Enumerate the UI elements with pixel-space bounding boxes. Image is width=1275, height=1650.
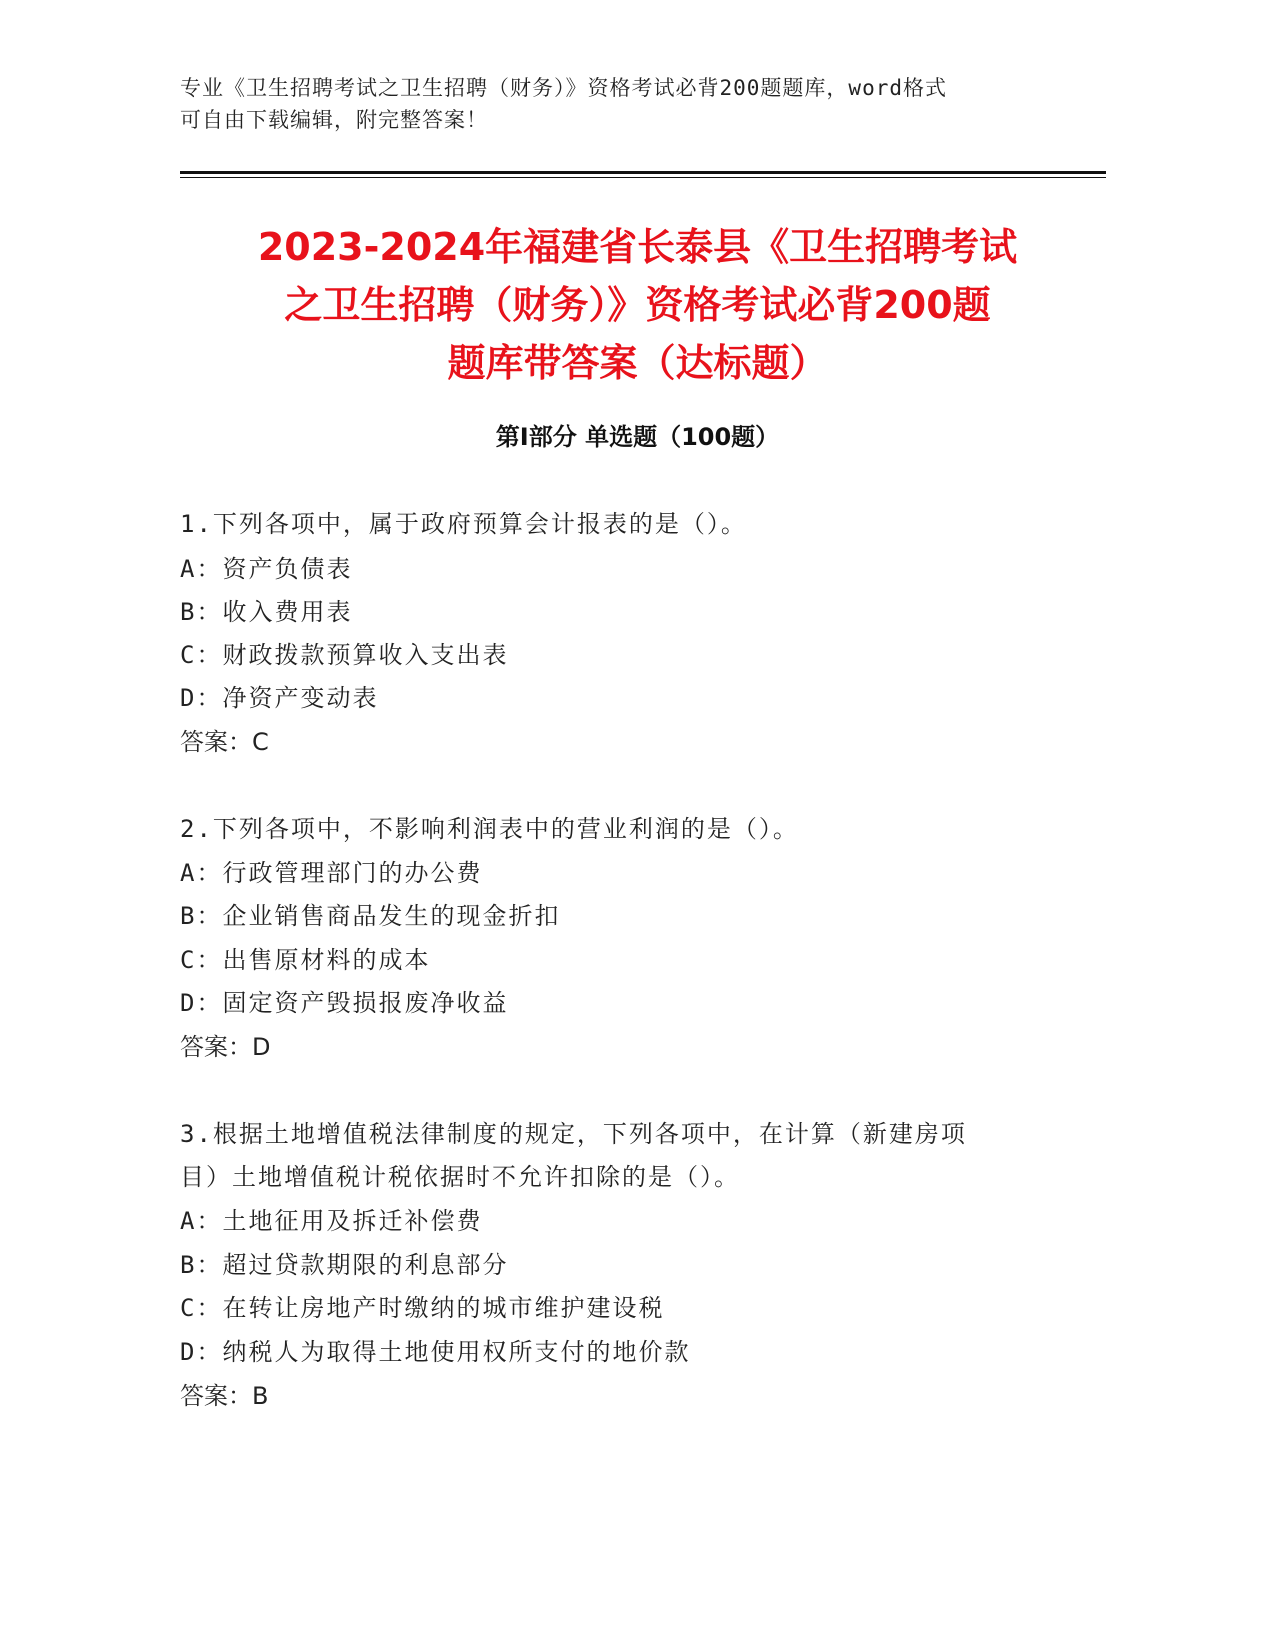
document-title [150,218,1125,392]
question-2-option-b: B：企业销售商品发生的现金折扣 [180,902,561,930]
question-1-stem: 1.下列各项中，属于政府预算会计报表的是（）。 [180,510,747,538]
question-2-stem: 2.下列各项中，不影响利润表中的营业利润的是（）。 [180,815,799,843]
header-note [180,72,1040,136]
header-divider-thin [180,177,1106,178]
document-title-line-1: 2023-2024年福建省长泰县《卫生招聘考试 [257,225,1018,269]
header-note-line-1: 专业《卫生招聘考试之卫生招聘（财务）》资格考试必背200题题库，word格式 [180,76,947,100]
question-3-answer: 答案：B [180,1382,269,1410]
question-2-option-d: D：固定资产毁损报废净收益 [180,989,509,1017]
question-2-option-c: C：出售原材料的成本 [180,946,431,974]
question-3-option-b: B：超过贷款期限的利息部分 [180,1251,509,1279]
header-divider-thick [180,171,1106,174]
question-1-option-b: B：收入费用表 [180,598,353,626]
header-note-line-2: 可自由下载编辑，附完整答案！ [180,108,488,132]
question-3-option-d: D：纳税人为取得土地使用权所支付的地价款 [180,1338,691,1366]
question-3-option-a: A：土地征用及拆迁补偿费 [180,1207,483,1235]
question-1-answer: 答案：C [180,728,269,756]
section-title: 第I部分 单选题（100题） [495,423,780,451]
question-2-answer: 答案：D [180,1033,271,1061]
question-1-option-d: D：净资产变动表 [180,684,379,712]
question-3-stem-line-2: 目）土地增值税计税依据时不允许扣除的是（）。 [180,1163,740,1191]
question-1-option-c: C：财政拨款预算收入支出表 [180,641,509,669]
question-3-option-c: C：在转让房地产时缴纳的城市维护建设税 [180,1294,665,1322]
question-3-stem-line-1: 3.根据土地增值税法律制度的规定，下列各项中，在计算（新建房项 [180,1120,967,1148]
document-title-line-2: 之卫生招聘（财务）》资格考试必背200题 [284,283,991,327]
document-title-line-3: 题库带答案（达标题） [447,341,828,385]
question-1-option-a: A：资产负债表 [180,555,353,583]
question-2-option-a: A：行政管理部门的办公费 [180,859,483,887]
